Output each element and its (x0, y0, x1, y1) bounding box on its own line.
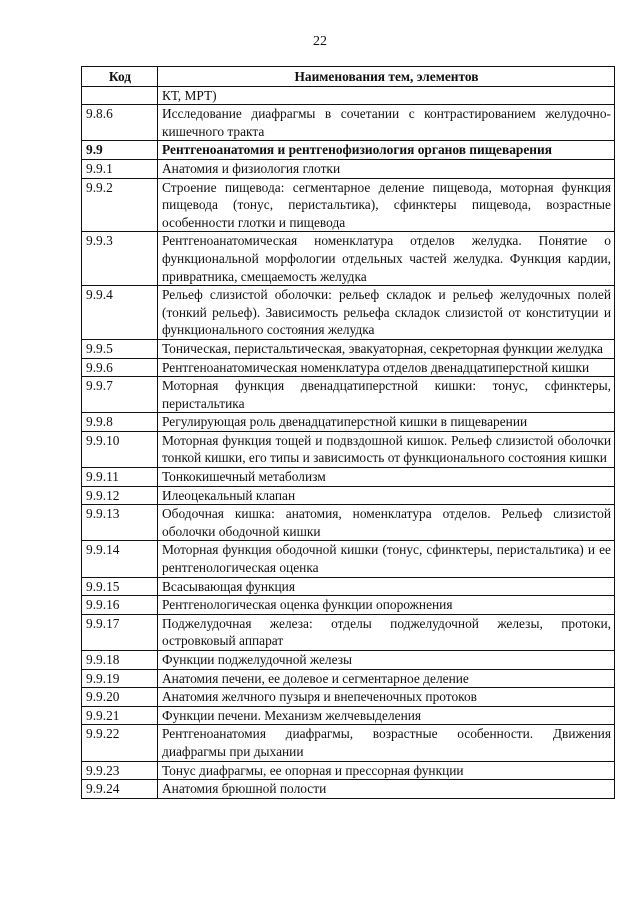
table-row (82, 596, 615, 615)
row-code: 9.9.15 (82, 577, 158, 596)
row-name: Ободочная кишка: анатомия, номенклатура отделов. Рельеф слизистой оболочки ободочной кишки (158, 505, 615, 541)
row-name: Всасывающая функция (158, 577, 615, 596)
row-code: 9.9.18 (82, 651, 158, 670)
page-number: 22 (313, 34, 327, 49)
table-row (82, 486, 615, 505)
row-code: 9.9.3 (82, 232, 158, 286)
table-row (82, 651, 615, 670)
row-code: 9.9.8 (82, 413, 158, 432)
row-code: 9.9.14 (82, 541, 158, 577)
table-row (82, 761, 615, 780)
row-name: Регулирующая роль двенадцатиперстной кишки в пищеварении (158, 413, 615, 432)
row-name: Моторная функция двенадцатиперстной кишки: тонус, сфинктеры, перистальтика (158, 377, 615, 413)
table-row (82, 669, 615, 688)
table-row (82, 780, 615, 799)
row-name: Строение пищевода: сегментарное деление пищевода, моторная функция пищевода (тонус, перистальтика), сфинктеры пищевода, возрастные особенности глотки и пищевода (158, 178, 615, 232)
row-code: 9.9 (82, 141, 158, 160)
row-name: Рентгеноанатомия и рентгенофизиология органов пищеварения (158, 141, 615, 160)
table-row (82, 232, 615, 286)
row-name: Тоническая, перистальтическая, эвакуаторная, секреторная функции желудка (158, 339, 615, 358)
table-section-row (82, 141, 615, 160)
header-name: Наименования тем, элементов (158, 67, 615, 87)
row-code: 9.9.21 (82, 706, 158, 725)
table-body (82, 86, 615, 798)
row-name: Рентгеноанатомическая номенклатура отделов желудка. Понятие о функциональной морфологии отдельных частей желудка. Функция кардии, привратника, смещаемость желудка (158, 232, 615, 286)
row-name: Анатомия печени, ее долевое и сегментарное деление (158, 669, 615, 688)
row-code: 9.9.23 (82, 761, 158, 780)
row-code: 9.9.22 (82, 725, 158, 761)
table-header-row (82, 67, 615, 87)
row-name: Анатомия желчного пузыря и внепеченочных протоков (158, 688, 615, 707)
table-row (82, 358, 615, 377)
row-name: Функции печени. Механизм желчевыделения (158, 706, 615, 725)
row-name: Исследование диафрагмы в сочетании с контрастированием желудочно-кишечного тракта (158, 105, 615, 141)
row-code (82, 86, 158, 105)
table-row (82, 413, 615, 432)
row-name: Рентгенологическая оценка функции опорожнения (158, 596, 615, 615)
row-name: Функции поджелудочной железы (158, 651, 615, 670)
table-row (82, 725, 615, 761)
row-name: Рентгеноанатомическая номенклатура отделов двенадцатиперстной кишки (158, 358, 615, 377)
table-row (82, 577, 615, 596)
row-code: 9.9.11 (82, 468, 158, 487)
curriculum-table (81, 66, 615, 799)
row-code: 9.8.6 (82, 105, 158, 141)
row-name: Илеоцекальный клапан (158, 486, 615, 505)
table-row (82, 339, 615, 358)
table-row (82, 286, 615, 340)
table-row (82, 431, 615, 467)
row-name: Моторная функция тощей и подвздошной кишок. Рельеф слизистой оболочки тонкой кишки, его типы и зависимость от функционального состояния кишки (158, 431, 615, 467)
row-name: Рентгеноанатомия диафрагмы, возрастные особенности. Движения диафрагмы при дыхании (158, 725, 615, 761)
row-code: 9.9.2 (82, 178, 158, 232)
row-code: 9.9.4 (82, 286, 158, 340)
row-code: 9.9.24 (82, 780, 158, 799)
row-code: 9.9.12 (82, 486, 158, 505)
row-code: 9.9.6 (82, 358, 158, 377)
table-row (82, 706, 615, 725)
table-row (82, 377, 615, 413)
row-name: Рельеф слизистой оболочки: рельеф складок и рельеф желудочных полей (тонкий рельеф). Зависимость рельефа складок слизистой от конституции и функционального состояния желудка (158, 286, 615, 340)
table-row (82, 105, 615, 141)
row-code: 9.9.10 (82, 431, 158, 467)
row-code: 9.9.16 (82, 596, 158, 615)
row-code: 9.9.20 (82, 688, 158, 707)
row-code: 9.9.1 (82, 159, 158, 178)
row-name: Тонус диафрагмы, ее опорная и прессорная функции (158, 761, 615, 780)
table-row (82, 505, 615, 541)
row-name: Тонкокишечный метаболизм (158, 468, 615, 487)
table-row (82, 159, 615, 178)
row-name: Поджелудочная железа: отделы поджелудочной железы, протоки, островковый аппарат (158, 614, 615, 650)
row-code: 9.9.7 (82, 377, 158, 413)
table-row (82, 614, 615, 650)
table-row (82, 178, 615, 232)
header-code: Код (82, 67, 158, 87)
row-code: 9.9.19 (82, 669, 158, 688)
table-row (82, 541, 615, 577)
table-row (82, 86, 615, 105)
row-name: Моторная функция ободочной кишки (тонус, сфинктеры, перистальтика) и ее рентгенологическая оценка (158, 541, 615, 577)
row-name: Анатомия брюшной полости (158, 780, 615, 799)
row-name: КТ, МРТ) (158, 86, 615, 105)
row-code: 9.9.5 (82, 339, 158, 358)
row-code: 9.9.17 (82, 614, 158, 650)
table-row (82, 468, 615, 487)
row-name: Анатомия и физиология глотки (158, 159, 615, 178)
row-code: 9.9.13 (82, 505, 158, 541)
table-row (82, 688, 615, 707)
